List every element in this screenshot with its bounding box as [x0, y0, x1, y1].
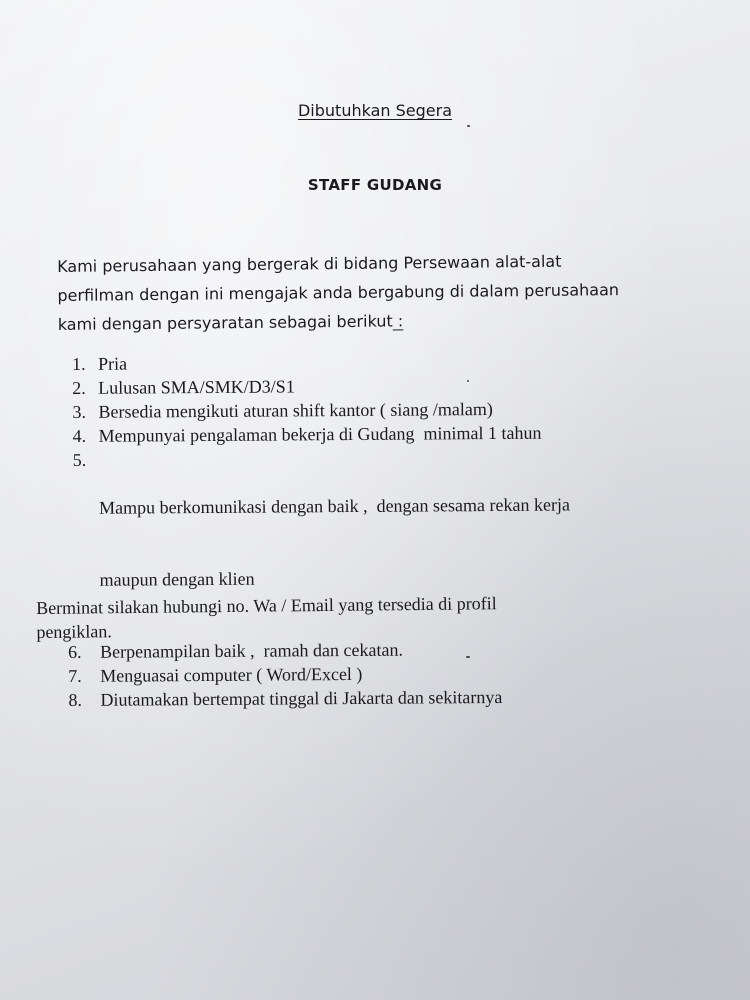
closing-paragraph — [36, 589, 716, 644]
list-item-number: 7. — [68, 665, 82, 686]
list-item-number: 4. — [72, 425, 87, 446]
ink-speck — [467, 125, 470, 127]
list-item-text: Diutamakan bertempat tinggal di Jakarta dan sekitarnya — [100, 686, 503, 710]
intro-line-3 — [58, 303, 718, 339]
intro-colon: : — [392, 311, 404, 331]
list-item-number: 3. — [72, 401, 86, 422]
list-item — [66, 683, 726, 712]
list-item-number: 6. — [68, 641, 82, 662]
list-item-number: 5. — [72, 449, 87, 470]
list-item-text-continued: maupun dengan klien — [99, 568, 255, 590]
list-item-text: Mampu berkomunikasi dengan baik , dengan sesama rekan kerja — [99, 494, 571, 518]
list-item-number: 1. — [72, 353, 86, 374]
list-item-text: Lulusan SMA/SMK/D3/S1 — [98, 376, 295, 398]
list-item-number: 8. — [68, 689, 82, 710]
intro-line-1: Kami perusahaan yang bergerak di bidang Persewaan alat-alat — [57, 251, 562, 276]
ink-speck — [467, 380, 469, 382]
list-item-text: Bersedia mengikuti aturan shift kantor ( siang /malam) — [98, 399, 493, 422]
requirements-list — [64, 347, 726, 712]
intro-line-2: perfilman dengan ini mengajak anda bergabung di dalam perusahaan — [57, 280, 620, 305]
list-item-text: Menguasai computer ( Word/Excel ) — [100, 663, 363, 686]
list-item-number: 2. — [72, 377, 86, 398]
job-title: STAFF GUDANG — [307, 176, 443, 194]
list-item-text: Mempunyai pengalaman bekerja di Gudang minimal 1 tahun — [98, 422, 542, 446]
intro-line-3-text: kami dengan persyaratan sebagai berikut — [57, 311, 393, 334]
list-item-text: Pria — [98, 353, 128, 374]
closing-line-2: pengiklan. — [36, 621, 112, 642]
intro-paragraph — [57, 245, 718, 339]
urgent-heading: Dibutuhkan Segera — [297, 101, 452, 120]
ink-speck — [466, 656, 470, 658]
closing-line-1: Berminat silakan hubungi no. Wa / Email yang tersedia di profil — [36, 593, 497, 618]
list-item-text: Berpenampilan baik , ramah dan cekatan. — [100, 639, 404, 662]
